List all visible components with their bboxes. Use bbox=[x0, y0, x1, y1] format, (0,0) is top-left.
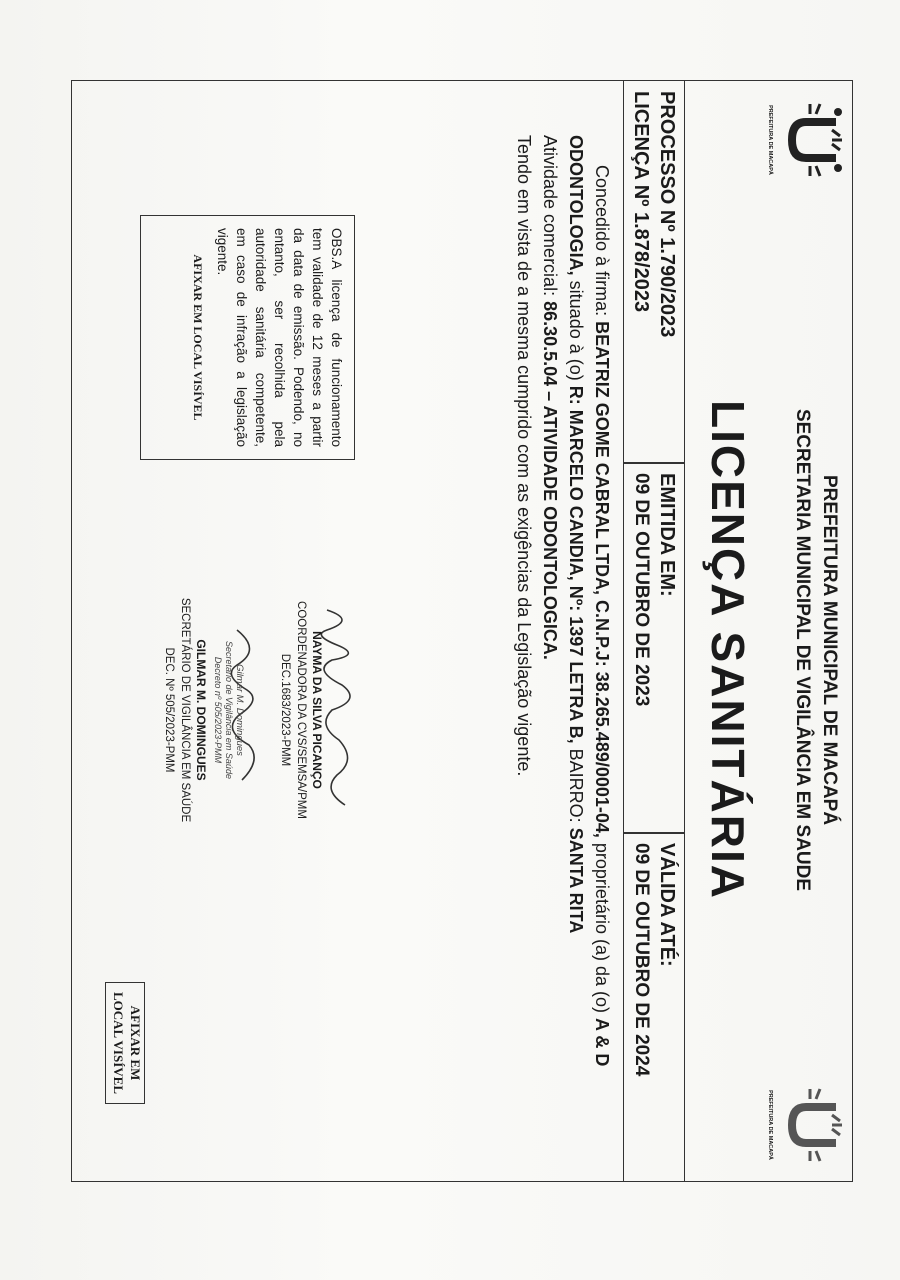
logo-caption: PREFEITURA DE MACAPÁ bbox=[767, 105, 773, 175]
notice-line-1: AFIXAR EM bbox=[128, 1005, 143, 1081]
page-title: LICENÇA SANITÁRIA bbox=[702, 400, 754, 900]
compliance-line: Tendo em vista de a mesma cumprido com as exigências da Legislação vigente. bbox=[514, 135, 534, 777]
activity-value: 86.30.5.04 – ATIVIDADE ODONTOLOGICA. bbox=[540, 301, 560, 660]
emitida-label: EMITIDA EM: bbox=[656, 473, 678, 597]
location-text: situado à (o) bbox=[566, 275, 586, 386]
left-logo bbox=[767, 100, 850, 180]
process-cell bbox=[623, 80, 685, 464]
validity-cell bbox=[623, 832, 685, 1182]
signer1-role: COORDENADORA DA CVS/SEMSA/PMM bbox=[295, 601, 307, 819]
obs-afixar: AFIXAR EM LOCAL VISÍVEL bbox=[191, 254, 205, 421]
stamp-line-3: Decreto nº 505/2023-PMM bbox=[213, 656, 223, 764]
license-document bbox=[45, 50, 875, 1200]
business-name: A & D ODONTOLOGIA, bbox=[566, 135, 612, 1067]
bairro: SANTA RITA bbox=[566, 827, 586, 934]
prefeitura-heading: PREFEITURA MUNICIPAL DE MACAPÁ bbox=[819, 474, 840, 826]
secretaria-heading: SECRETARIA MUNICIPAL DE VIGILÂNCIA EM SAUDE bbox=[792, 408, 813, 892]
obs-box bbox=[140, 215, 355, 460]
city-emblem-icon bbox=[778, 1085, 850, 1165]
signer1-decree: DEC.1683/2023-PMM bbox=[279, 653, 291, 767]
stamp-line-2: Secretário de Vigilância em Saúde bbox=[224, 641, 234, 779]
firm-name: BEATRIZ GOME CABRAL LTDA, C.N.P.J: 38.265.489/0001-04, bbox=[592, 321, 612, 838]
signature-area bbox=[95, 580, 375, 840]
signer2-decree: DEC. Nº 505/2023-PMM bbox=[163, 647, 175, 773]
processo-number: PROCESSO Nº 1.790/2023 bbox=[656, 91, 678, 338]
obs-text: OBS.A licença de funcionamento tem validade de 12 meses a partir da data de emissão. Podendo, no entanto, ser recolhida pela autoridade sanitária competente, em caso de infração a legislação vigente. bbox=[215, 228, 344, 447]
signer1-name: NAYMA DA SILVA PICANÇO bbox=[310, 631, 324, 789]
activity-line bbox=[537, 135, 563, 1155]
notice-box bbox=[105, 982, 145, 1104]
address: R: MARCELO CANDIA, Nº: 1397 LETRA B, bbox=[566, 385, 586, 744]
licenca-number: LICENÇA Nº 1.878/2023 bbox=[630, 91, 652, 313]
logo-caption: PREFEITURA DE MACAPÁ bbox=[767, 1090, 773, 1160]
emitida-date: 09 DE OUTUBRO DE 2023 bbox=[631, 473, 652, 707]
bairro-label: BAIRRO: bbox=[566, 743, 586, 828]
signer2-name: GILMAR M. DOMINGUES bbox=[194, 639, 208, 781]
grant-intro: Concedido à firma: bbox=[592, 165, 612, 322]
signer2-role: SECRETÁRIO DE VIGILÂNCIA EM SAÚDE bbox=[179, 597, 191, 823]
stamp-line-1: Gilmar M. Domingues bbox=[234, 664, 245, 756]
valida-label: VÁLIDA ATÉ: bbox=[656, 843, 678, 967]
emission-cell bbox=[623, 462, 685, 834]
right-logo bbox=[767, 1085, 850, 1165]
grant-paragraph bbox=[563, 135, 615, 1155]
notice-line-2: LOCAL VISÍVEL bbox=[111, 992, 126, 1094]
owner-text: proprietário (a) da (o) bbox=[592, 837, 612, 1018]
valida-date: 09 DE OUTUBRO DE 2024 bbox=[631, 843, 652, 1077]
activity-label: Atividade comercial: bbox=[540, 135, 560, 302]
city-emblem-icon bbox=[778, 100, 850, 180]
